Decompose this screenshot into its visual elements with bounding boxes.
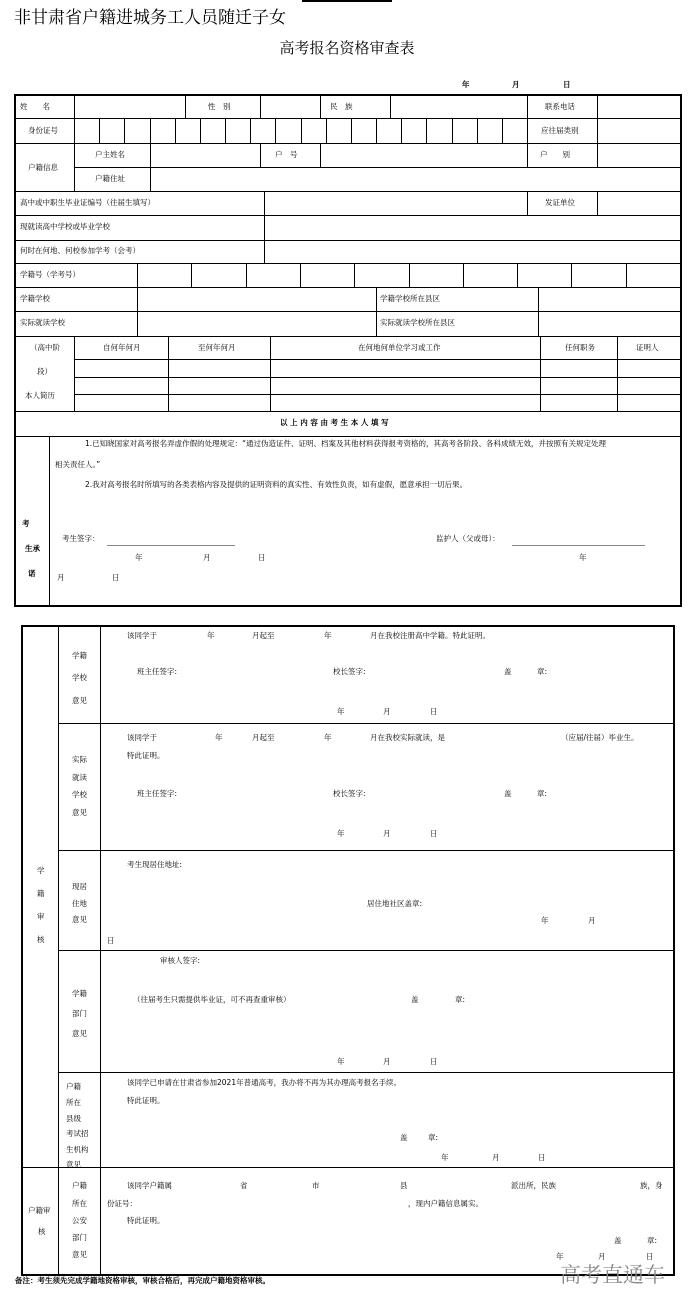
- section-label: 意见: [66, 1160, 81, 1169]
- section-label: 部门: [72, 1233, 87, 1242]
- section-label: 生机构: [66, 1145, 89, 1154]
- section-label: 意见: [72, 696, 87, 705]
- section-label: 公安: [72, 1216, 87, 1225]
- student-no-field[interactable]: [191, 263, 247, 288]
- day: 日: [107, 936, 115, 945]
- seal: 章:: [647, 1236, 658, 1245]
- student-no-field[interactable]: [409, 263, 464, 288]
- input-field[interactable]: [597, 143, 681, 168]
- input-field[interactable]: [137, 311, 377, 337]
- section-label: 户籍: [72, 1181, 87, 1190]
- label-hukou-address: 户籍住址: [95, 174, 125, 183]
- section-label: 意见: [72, 808, 87, 817]
- date-year: 年: [462, 80, 470, 89]
- day: 日: [430, 707, 438, 716]
- seal: 章:: [537, 789, 548, 798]
- s1-text: 年: [324, 631, 332, 640]
- seal: 盖: [504, 789, 512, 798]
- s3-address: 考生现居住地址:: [127, 860, 183, 869]
- s6-true: ，现内户籍信息属实。: [408, 1199, 483, 1208]
- xueji-review-label: 核: [37, 935, 45, 944]
- month: 月: [588, 916, 596, 925]
- label-id: 身份证号: [28, 126, 58, 135]
- id-digit-field[interactable]: [250, 118, 276, 144]
- label-current-school: 现就读高中学校或毕业学校: [20, 222, 110, 231]
- label-student-no: 学籍号（学考号）: [20, 270, 80, 279]
- label-phone: 联系电话: [545, 102, 575, 111]
- student-no-field[interactable]: [300, 263, 355, 288]
- resume-col-header: 任何职务: [565, 343, 595, 352]
- resume-field[interactable]: [270, 359, 541, 378]
- section-label: 部门: [72, 1009, 87, 1018]
- resume-field[interactable]: [617, 359, 681, 378]
- input-field[interactable]: [597, 95, 681, 119]
- month: 月: [492, 1153, 500, 1162]
- pledge-label: 生承: [25, 544, 40, 553]
- student-no-field[interactable]: [571, 263, 627, 288]
- id-digit-field[interactable]: [150, 118, 176, 144]
- xueji-review-label: 审: [37, 912, 45, 921]
- id-digit-field[interactable]: [275, 118, 302, 144]
- s4-reviewer: 审核人签字:: [160, 956, 201, 965]
- principal-sign: 校长签字:: [333, 667, 366, 676]
- hukou-review-label: 户籍审: [28, 1206, 51, 1215]
- input-field[interactable]: [538, 311, 681, 337]
- year: 年: [337, 829, 345, 838]
- student-no-field[interactable]: [246, 263, 301, 288]
- resume-field[interactable]: [617, 394, 681, 412]
- section-label: 考试招: [66, 1129, 89, 1138]
- input-field[interactable]: [264, 191, 528, 216]
- footnote: 备注：考生须先完成学籍地资格审核，审核合格后，再完成户籍地资格审核。: [15, 1276, 270, 1285]
- seal: 章:: [428, 1133, 439, 1142]
- label-ethnicity: 民 族: [330, 102, 353, 111]
- s2-text: 月在我校实际就读，是: [370, 733, 445, 742]
- year: 年: [337, 707, 345, 716]
- teacher-sign: 班主任签字:: [137, 667, 178, 676]
- s6-text: 县: [400, 1181, 408, 1190]
- s1-text: 月起至: [252, 631, 275, 640]
- id-digit-field[interactable]: [301, 118, 327, 144]
- title-line-1: 非甘肃省户籍进城务工人员随迁子女: [14, 8, 286, 28]
- input-field[interactable]: [390, 95, 528, 119]
- seal: 盖: [400, 1133, 408, 1142]
- student-no-field[interactable]: [354, 263, 410, 288]
- top-bar: [302, 0, 392, 2]
- opinion-field[interactable]: [100, 950, 674, 1073]
- s5-text: 该同学已申请在甘肃省参加2021年普通高考，我办将不再为其办理高考报名手续。: [127, 1078, 402, 1087]
- section-label: 县级: [66, 1114, 81, 1123]
- s4-note: （往届考生只需提供毕业证，可不再查重审核）: [133, 995, 291, 1004]
- year: 年: [337, 1057, 345, 1066]
- id-digit-field[interactable]: [225, 118, 251, 144]
- student-no-field[interactable]: [626, 263, 681, 288]
- s6-text: 该同学户籍属: [127, 1181, 172, 1190]
- resume-field[interactable]: [540, 359, 618, 378]
- pledge-p1a: 1.已知晓国家对高考报名弄虚作假的处理规定：“通过伪造证件、证明、档案及其他材料获得报考资格的，其高考各阶段、各科成绩无效，并按照有关规定处理: [85, 439, 607, 448]
- teacher-sign: 班主任签字:: [137, 789, 178, 798]
- s1-text: 该同学于: [127, 631, 157, 640]
- s5-cert: 特此证明。: [127, 1096, 165, 1105]
- month: 月: [383, 707, 391, 716]
- id-digit-field[interactable]: [477, 118, 503, 144]
- resume-field[interactable]: [168, 394, 271, 412]
- seal: 盖: [411, 995, 419, 1004]
- label-hukou-no: 户 号: [275, 150, 298, 159]
- date-month: 月: [512, 80, 520, 89]
- section-label: 学校: [72, 790, 87, 799]
- filled-by-note: 以 上 内 容 由 考 生 本 人 填 写: [280, 418, 389, 427]
- s1-text: 月在我校注册高中学籍。特此证明。: [370, 631, 490, 640]
- label-resume-2: 段）: [37, 367, 52, 376]
- day: 日: [258, 553, 266, 562]
- id-digit-field[interactable]: [426, 118, 453, 144]
- label-grad-type: 应往届类别: [541, 126, 579, 135]
- label-actual-county: 实际就读学校所在县区: [380, 318, 455, 327]
- s2-text: 该同学于: [127, 733, 157, 742]
- input-field[interactable]: [260, 95, 321, 119]
- resume-field[interactable]: [168, 359, 271, 378]
- id-digit-field[interactable]: [175, 118, 201, 144]
- input-field[interactable]: [264, 240, 681, 264]
- year: 年: [556, 1252, 564, 1261]
- resume-field[interactable]: [617, 377, 681, 395]
- year: 年: [541, 916, 549, 925]
- label-hukou-type: 户 别: [540, 150, 570, 159]
- principal-sign: 校长签字:: [333, 789, 366, 798]
- s2-cert: 特此证明。: [127, 751, 165, 760]
- day: 日: [112, 573, 120, 582]
- s2-text: 月起至: [252, 733, 275, 742]
- s2-text: 年: [324, 733, 332, 742]
- label-cell: [15, 436, 50, 607]
- resume-field[interactable]: [540, 377, 618, 395]
- s2-text: （应届/往届）毕业生。: [561, 733, 639, 742]
- page-title: 高考报名资格审查表: [279, 39, 415, 57]
- student-no-field[interactable]: [517, 263, 572, 288]
- input-field[interactable]: [597, 191, 681, 216]
- resume-col-header: 自何年何月: [103, 343, 141, 352]
- label-actual-school: 实际就读学校: [20, 318, 65, 327]
- section-label: 学籍: [72, 989, 87, 998]
- resume-field[interactable]: [540, 394, 618, 412]
- label-name: 姓 名: [20, 102, 50, 111]
- label-issuer: 发证单位: [545, 198, 575, 207]
- student-no-field[interactable]: [463, 263, 518, 288]
- xueji-review-label: 籍: [37, 889, 45, 898]
- section-label: 就读: [72, 773, 87, 782]
- section-label: 住地: [72, 899, 87, 908]
- resume-field[interactable]: [270, 377, 541, 395]
- label-resume-3: 本人简历: [25, 391, 55, 400]
- seal: 盖: [614, 1236, 622, 1245]
- student-sign-label: 考生签字：: [62, 534, 100, 543]
- resume-field[interactable]: [168, 377, 271, 395]
- section-label: 意见: [72, 1029, 87, 1038]
- date-day: 日: [563, 80, 571, 89]
- year: 年: [441, 1153, 449, 1162]
- day: 日: [430, 829, 438, 838]
- month: 月: [598, 1252, 606, 1261]
- seal: 章:: [455, 995, 466, 1004]
- resume-field[interactable]: [270, 394, 541, 412]
- day: 日: [430, 1057, 438, 1066]
- resume-field[interactable]: [74, 359, 169, 378]
- label-cell: [58, 723, 101, 851]
- input-field[interactable]: [264, 215, 681, 241]
- label-gender: 性 别: [208, 102, 231, 111]
- id-digit-field[interactable]: [597, 118, 681, 144]
- label-resume-1: （高中阶: [30, 343, 60, 352]
- section-label: 学校: [72, 673, 87, 682]
- pledge-label: 考: [22, 519, 30, 528]
- input-field[interactable]: [74, 95, 186, 119]
- id-digit-field[interactable]: [326, 118, 352, 144]
- guardian-sign-label: 监护人（父或母）：: [436, 534, 500, 543]
- pledge-p2: 2.我对高考报名时所填写的各类表格内容及提供的证明资料的真实性、有效性负责，如有虚假，愿意承担一切后果。: [85, 480, 468, 489]
- section-label: 户籍: [66, 1082, 81, 1091]
- input-field[interactable]: [538, 287, 681, 312]
- month: 月: [383, 829, 391, 838]
- day: 日: [646, 1252, 654, 1261]
- resume-col-header: 至何年何月: [198, 343, 236, 352]
- label-hukou-info: 户籍信息: [28, 163, 58, 172]
- label-exam-when: 何时在何地、何校参加学考（会考）: [20, 246, 140, 255]
- id-digit-field[interactable]: [376, 118, 402, 144]
- s2-text: 年: [215, 733, 223, 742]
- pledge-p1b: 相关责任人。”: [55, 460, 101, 469]
- input-field[interactable]: [320, 143, 528, 168]
- resume-field[interactable]: [74, 377, 169, 395]
- section-label: 学籍: [72, 651, 87, 660]
- s6-text: 市: [312, 1181, 320, 1190]
- day: 日: [538, 1153, 546, 1162]
- label-cert-no: 高中或中职生毕业证编号（往届生填写）: [20, 198, 155, 207]
- pledge-cell: [49, 436, 681, 607]
- s6-text: 族，身: [640, 1181, 663, 1190]
- opinion-field[interactable]: [100, 1167, 674, 1275]
- seal: 盖: [504, 667, 512, 676]
- input-field[interactable]: [150, 167, 681, 192]
- id-digit-field[interactable]: [99, 118, 125, 144]
- label-householder: 户主姓名: [95, 150, 125, 159]
- guardian-signature-line[interactable]: [512, 545, 645, 546]
- resume-col-header: 在何地何单位学习或工作: [358, 343, 441, 352]
- month: 月: [203, 553, 211, 562]
- s1-text: 年: [207, 631, 215, 640]
- section-label: 意见: [72, 915, 87, 924]
- resume-field[interactable]: [74, 394, 169, 412]
- section-label: 所在: [66, 1098, 81, 1107]
- watermark: 高考直通车: [560, 1263, 665, 1287]
- seal: 章:: [537, 667, 548, 676]
- id-digit-field[interactable]: [401, 118, 427, 144]
- id-digit-field[interactable]: [124, 118, 151, 144]
- xueji-review-label: 学: [37, 866, 45, 875]
- label-reg-school: 学籍学校: [20, 294, 50, 303]
- id-digit-field[interactable]: [200, 118, 226, 144]
- s6-text: 派出所，民族: [511, 1181, 556, 1190]
- student-signature-line[interactable]: [107, 545, 235, 546]
- section-label: 实际: [72, 755, 87, 764]
- id-digit-field[interactable]: [452, 118, 478, 144]
- id-digit-field[interactable]: [502, 118, 528, 144]
- s6-text: 省: [240, 1181, 248, 1190]
- id-digit-field[interactable]: [351, 118, 377, 144]
- id-digit-field[interactable]: [74, 118, 100, 144]
- section-label: 现居: [72, 882, 87, 891]
- label-cell: [22, 1167, 59, 1275]
- month: 月: [57, 573, 65, 582]
- section-label: 所在: [72, 1199, 87, 1208]
- input-field[interactable]: [137, 287, 377, 312]
- student-no-field[interactable]: [137, 263, 192, 288]
- label-reg-county: 学籍学校所在县区: [380, 294, 440, 303]
- year: 年: [579, 553, 587, 562]
- month: 月: [383, 1057, 391, 1066]
- s3-seal: 居住地社区盖章:: [367, 899, 423, 908]
- input-field[interactable]: [150, 143, 261, 168]
- year: 年: [135, 553, 143, 562]
- s6-id: 份证号：: [107, 1199, 137, 1208]
- section-label: 意见: [72, 1250, 87, 1259]
- pledge-label: 诺: [28, 569, 36, 578]
- hukou-review-label: 核: [38, 1227, 46, 1236]
- resume-col-header: 证明人: [636, 343, 659, 352]
- s6-cert: 特此证明。: [127, 1216, 165, 1225]
